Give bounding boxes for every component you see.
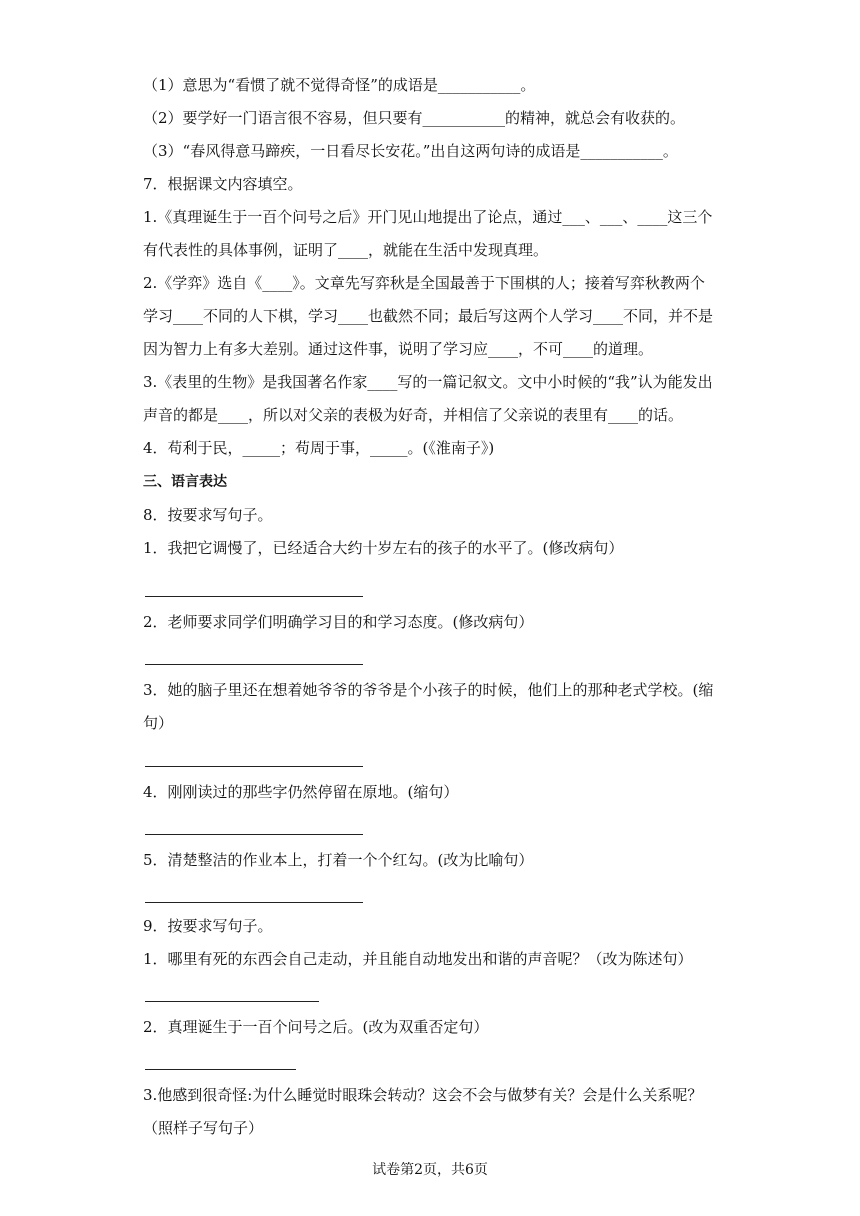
section-3-heading: 三、语言表达	[143, 474, 227, 490]
q8-item-2: 2．老师要求同学们明确学习目的和学习态度。(修改病句）	[143, 613, 534, 631]
q7-item-4: 4．苟利于民，_____；苟周于事，_____。(《淮南子》)	[143, 439, 495, 457]
q6-item-2: （2）要学好一门语言很不容易，但只要有___________的精神，就总会有收获的。	[143, 109, 686, 127]
answer-line-q8-5[interactable]	[145, 902, 363, 903]
q9-item-3-line-1: 3.他感到很奇怪:为什么睡觉时眼珠会转动？这会不会与做梦有关？会是什么关系呢？	[143, 1086, 703, 1104]
q9-item-1: 1．哪里有死的东西会自己走动，并且能自动地发出和谐的声音呢？（改为陈述句）	[143, 950, 693, 968]
q7-item-2-line-3: 因为智力上有多大差别。通过这件事，说明了学习应____，不可____的道理。	[143, 340, 654, 358]
answer-line-q9-1[interactable]	[145, 1001, 319, 1002]
q7-item-1-line-2: 有代表性的具体事例，证明了____，就能在生活中发现真理。	[143, 241, 549, 259]
answer-line-q8-1[interactable]	[145, 596, 363, 597]
answer-line-q9-2[interactable]	[145, 1069, 296, 1070]
answer-line-q8-2[interactable]	[145, 664, 363, 665]
answer-line-q8-4[interactable]	[145, 834, 363, 835]
q9-item-2: 2．真理诞生于一百个问号之后。(改为双重否定句）	[143, 1018, 489, 1036]
q8-item-1: 1．我把它调慢了，已经适合大约十岁左右的孩子的水平了。(修改病句）	[143, 539, 624, 557]
q9-item-3-line-2: （照样子写句子）	[143, 1119, 264, 1137]
q7-item-3-line-2: 声音的都是____，所以对父亲的表极为好奇，并相信了父亲说的表里有____的话。	[143, 406, 684, 424]
q8-heading: 8．按要求写句子。	[143, 506, 273, 524]
q7-heading: 7．根据课文内容填空。	[143, 175, 303, 193]
q8-item-5: 5．清楚整洁的作业本上，打着一个个红勾。(改为比喻句）	[143, 851, 534, 869]
q7-item-1-line-1: 1.《真理诞生于一百个问号之后》开门见山地提出了论点，通过___、___、____这三个	[143, 208, 713, 226]
q6-item-1: （1）意思为“看惯了就不觉得奇怪”的成语是___________。	[143, 76, 536, 94]
q7-item-3-line-1: 3.《表里的生物》是我国著名作家____写的一篇记叙文。文中小时候的“我”认为能发出	[143, 373, 713, 391]
q7-item-2-line-2: 学习____不同的人下棋，学习____也截然不同；最后写这两个人学习____不同，并不是	[143, 307, 714, 325]
q6-item-3: （3）“春风得意马蹄疾，一日看尽长安花。”出自这两句诗的成语是___________。	[143, 142, 678, 160]
q8-item-3-line-2: 句）	[143, 714, 174, 732]
q8-item-4: 4．刚刚读过的那些字仍然停留在原地。(缩句）	[143, 783, 459, 801]
q7-item-2-line-1: 2.《学弈》选自《____》。文章先写弈秋是全国最善于下围棋的人；接着写弈秋教两个	[143, 274, 705, 292]
answer-line-q8-3[interactable]	[145, 766, 363, 767]
q8-item-3-line-1: 3．她的脑子里还在想着她爷爷的爷爷是个小孩子的时候，他们上的那种老式学校。(缩	[143, 681, 714, 699]
q9-heading: 9．按要求写句子。	[143, 917, 273, 935]
page-footer: 试卷第2页，共6页	[372, 1162, 488, 1178]
